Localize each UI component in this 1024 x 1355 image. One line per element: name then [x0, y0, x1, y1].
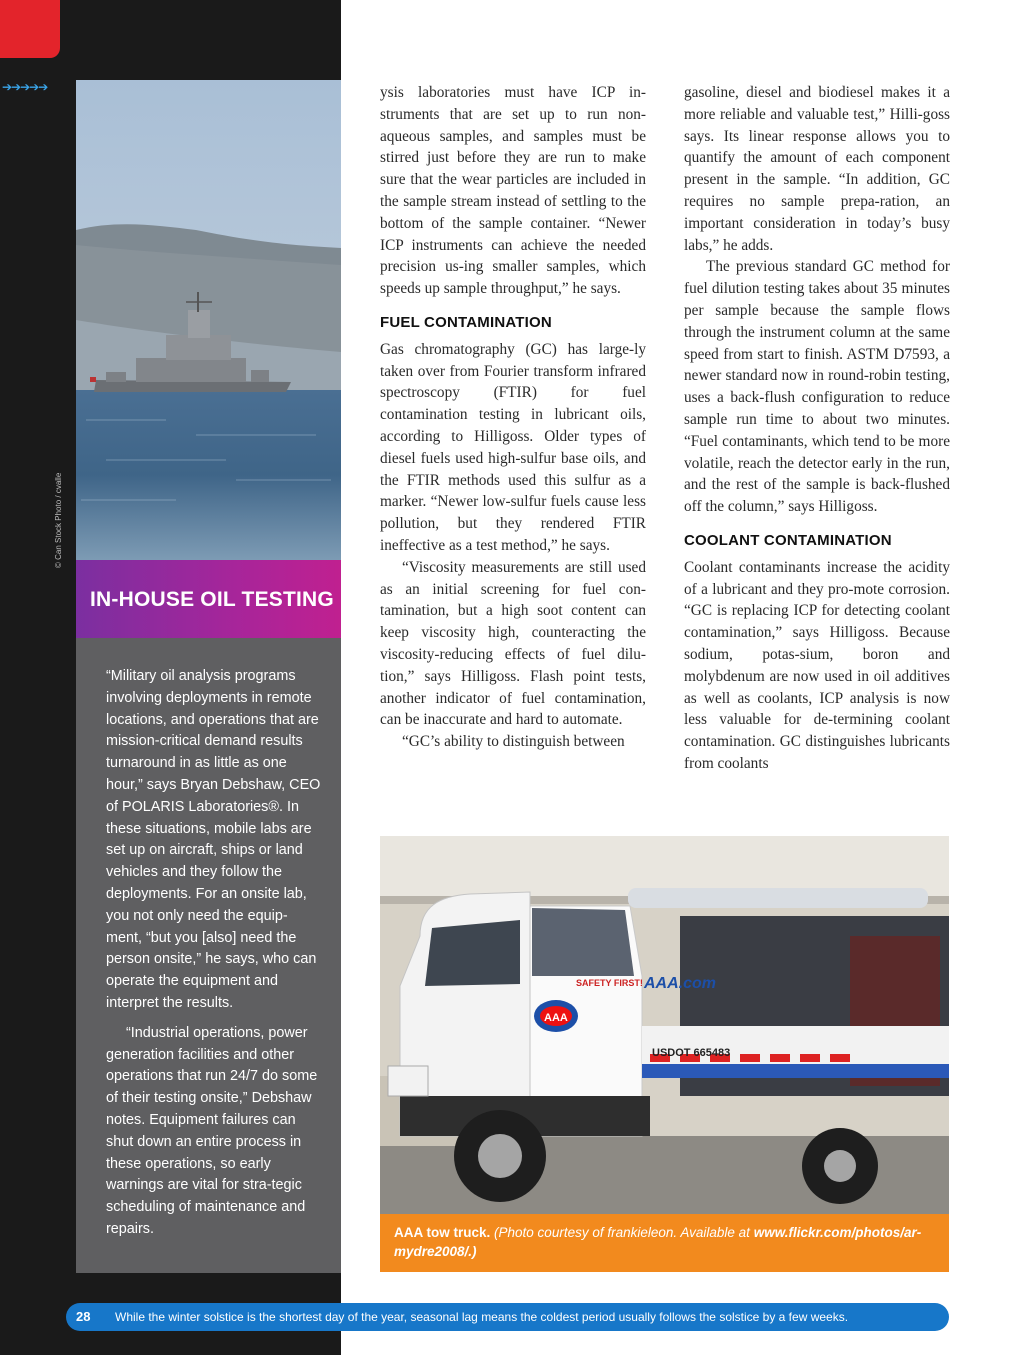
- sidebar-text-box: [76, 638, 341, 1273]
- footer-fact: While the winter solstice is the shortest day of the year, seasonal lag means the coldest period usually follows the solstice by a few weeks.: [115, 1310, 849, 1324]
- article-paragraph: “Viscosity measurements are still used as an initial screening for fuel con-tamination, but a high soot content can keep viscosity high, counteracting the viscosity-reducing effects of fuel dilu-tion,” says Hilligoss. Flash point tests, another indicator of fuel contamination, can be inaccurate and hard to automate.: [380, 558, 646, 729]
- article-column-2: [684, 82, 950, 775]
- article-paragraph: “GC’s ability to distinguish between: [402, 733, 625, 751]
- section-heading-fuel: FUEL CONTAMINATION: [380, 313, 552, 331]
- article-paragraph: Coolant contaminants increase the acidity of a lubricant and they pro-mote corrosion. “GC is replacing ICP for detecting coolant contamination,” says Hilligoss. Because sodium, potas-sium, boron and molybdenum are now used in oil additives as well as coolants, ICP analysis is now less valuable for de-termining coolant contamination. GC distinguishes lubricants from coolants: [684, 558, 950, 772]
- article-column-1: [380, 82, 646, 753]
- aaa-logo: AAA: [544, 1012, 568, 1024]
- article-paragraph: The previous standard GC method for fuel dilution testing takes about 35 minutes per sample because the sample flows through the instrument column at the same speed from start to finish. ASTM D7593, a newer standard now in round-robin testing, uses a back-flush configuration to reduce sample run time to about two minutes. “Fuel contaminants, which tend to be more volatile, reach the detector early in the run, and the rest of the sample is back-flushed off the column,” says Hilligoss.: [684, 258, 950, 516]
- photo-caption: [380, 1214, 949, 1272]
- sidebar-heading: IN-HOUSE OIL TESTING: [90, 588, 334, 611]
- sidebar-paragraph: “Industrial operations, power generation facilities and other operations that run 24/7 do some of their testing onsite,” Debshaw notes. Equipment failures can shut down an entire process in these operations, so early warnings are vital for stra-tegic scheduling of maintenance and repairs.: [106, 1024, 318, 1237]
- truck-photo: [380, 836, 949, 1214]
- sidebar: [0, 0, 341, 1355]
- section-heading-coolant: COOLANT CONTAMINATION: [684, 531, 892, 549]
- arrows-icon: ➔➔➔➔➔: [2, 80, 48, 94]
- photo-credit: © Can Stock Photo / cvalle: [54, 472, 63, 568]
- section-tab: [0, 0, 60, 58]
- caption-lead: AAA tow truck.: [394, 1225, 491, 1240]
- article-paragraph: ysis laboratories must have ICP in-struments that are set up to run non-aqueous samples, and samples must be stirred just before they are run to make sure that the wear particles are included in the sample stream instead of settling to the bottom of the sample container. “Newer ICP instruments can achieve the needed precision us-ing smaller samples, which speeds up sample throughput,” he says.: [380, 84, 646, 298]
- page-number: 28: [76, 1309, 91, 1324]
- article-paragraph: Gas chromatography (GC) has large-ly taken over from Fourier transform infrared spectroscopy (FTIR) for fuel contamination testing in lubricant oils, according to Hilligoss. Older types of diesel fuels used high-sulfur base oils, and the FTIR methods used this sulfur as a marker. “Newer low-sulfur fuels cause less pollution, but they rendered FTIR ineffective as a test method,” he says.: [380, 340, 646, 554]
- sidebar-banner: [76, 560, 341, 638]
- caption-link[interactable]: www.flickr.com/photos/ar-mydre2008/.): [394, 1225, 922, 1259]
- ship-photo: [76, 80, 341, 560]
- usdot-text: USDOT 665483: [652, 1047, 731, 1059]
- door-text: AAA.com: [644, 975, 717, 992]
- caption-credit: (Photo courtesy of frankieleon. Available at: [494, 1225, 750, 1240]
- footer-bar: [66, 1303, 949, 1331]
- article-paragraph: gasoline, diesel and biodiesel makes it a more reliable and valuable test,” Hilli-goss says. Its linear response allows you to quantify the amount of each component present in the sample. “In addition, GC requires no sample prepa-ration, an important consideration in today’s busy labs,” he adds.: [684, 84, 950, 254]
- windshield-text: SAFETY FIRST!: [576, 978, 643, 988]
- sidebar-paragraph: “Military oil analysis programs involving deployments in remote locations, and operations that are mission-critical demand results turnaround in as little as one hour,” says Bryan Debshaw, CEO of POLARIS Laboratories®. In these situations, mobile labs are set up on aircraft, ships or land vehicles and they follow the deployments. For an onsite lab, you not only need the equip-ment, “but you [also] need the person onsite,” he says, who can operate the equipment and interpret the results.: [106, 668, 321, 1011]
